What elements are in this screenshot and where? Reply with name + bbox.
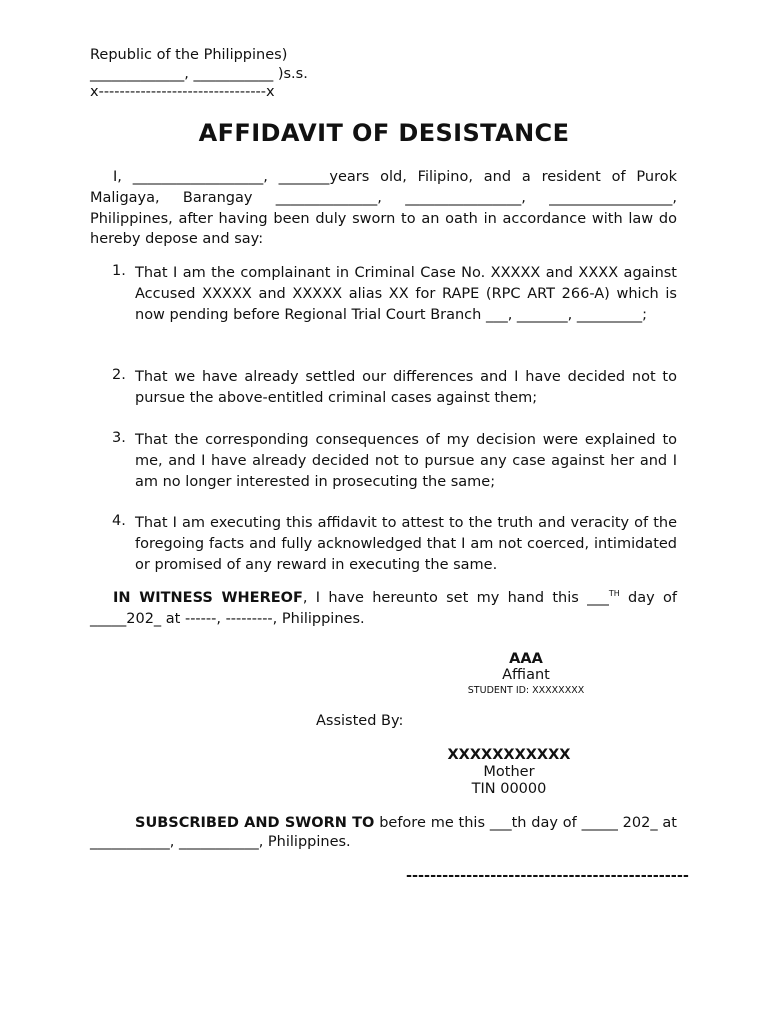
witness-superscript: TH: [608, 589, 620, 599]
list-item-text: That we have already settled our differences and I have decided not to pursue the above-entitled criminal cases against them;: [135, 369, 677, 406]
subscribed-text: before me this ___th day of _____ 202_ at ___________, ___________, Philippines.: [90, 815, 677, 850]
header-line-1: Republic of the Philippines): [90, 47, 288, 63]
affiant-student-id: STUDENT ID: XXXXXXXX: [467, 685, 585, 696]
list-item-number: 3.: [112, 430, 126, 446]
list-item-number: 2.: [112, 367, 126, 383]
subscribed-heading: SUBSCRIBED AND SWORN TO: [135, 815, 375, 831]
list-item-text: That I am the complainant in Criminal Case No. XXXXX and XXXX against Accused XXXXX and XXXXX alias XX for RAPE (RPC ART 266-A) which is now pending before Regional Trial Court Branch ___, _______, _________;: [135, 265, 677, 323]
signature-line: -----------------------------------------------: [406, 868, 689, 884]
witness-text-b: day of _____202_ at ------, ---------, Philippines.: [90, 590, 677, 627]
list-item-number: 1.: [112, 263, 126, 279]
witness-paragraph: [90, 588, 677, 630]
document-title: AFFIDAVIT OF DESISTANCE: [198, 119, 570, 147]
list-item: [90, 367, 677, 409]
assistant-name: XXXXXXXXXXX: [447, 747, 571, 763]
affiant-block: [420, 651, 632, 698]
list-item: [90, 263, 677, 325]
affiant-role: Affiant: [502, 667, 550, 683]
list-item-text: That the corresponding consequences of my decision were explained to me, and I have already decided not to pursue any case against her and I am no longer interested in prosecuting the same;: [135, 432, 677, 490]
header-line-2: _____________, ___________ )s.s.: [90, 66, 308, 82]
list-item: [90, 430, 677, 492]
witness-text-a: , I have hereunto set my hand this ___: [302, 590, 609, 606]
intro-paragraph: I, __________________, _______years old, Filipino, and a resident of Purok Maligaya, Barangay ______________, ________________, _________________, Philippines, after having been duly sworn to an oath in accordance with law do hereby depose and say:: [90, 169, 677, 248]
assistant-tin: TIN 00000: [471, 781, 547, 797]
subscribed-paragraph: [90, 814, 677, 852]
assistant-role: Mother: [483, 764, 535, 780]
list-item-text: That I am executing this affidavit to attest to the truth and veracity of the foregoing facts and fully acknowledged that I am not coerced, intimidated or promised of any reward in executing the same.: [135, 515, 677, 573]
assistant-block: [420, 747, 598, 798]
header-line-3: x--------------------------------x: [90, 84, 275, 100]
affiant-name: AAA: [509, 651, 543, 667]
assisted-by-label: Assisted By:: [316, 713, 404, 729]
list-item: [90, 513, 677, 575]
witness-heading: IN WITNESS WHEREOF: [113, 590, 303, 606]
list-item-number: 4.: [112, 513, 126, 529]
